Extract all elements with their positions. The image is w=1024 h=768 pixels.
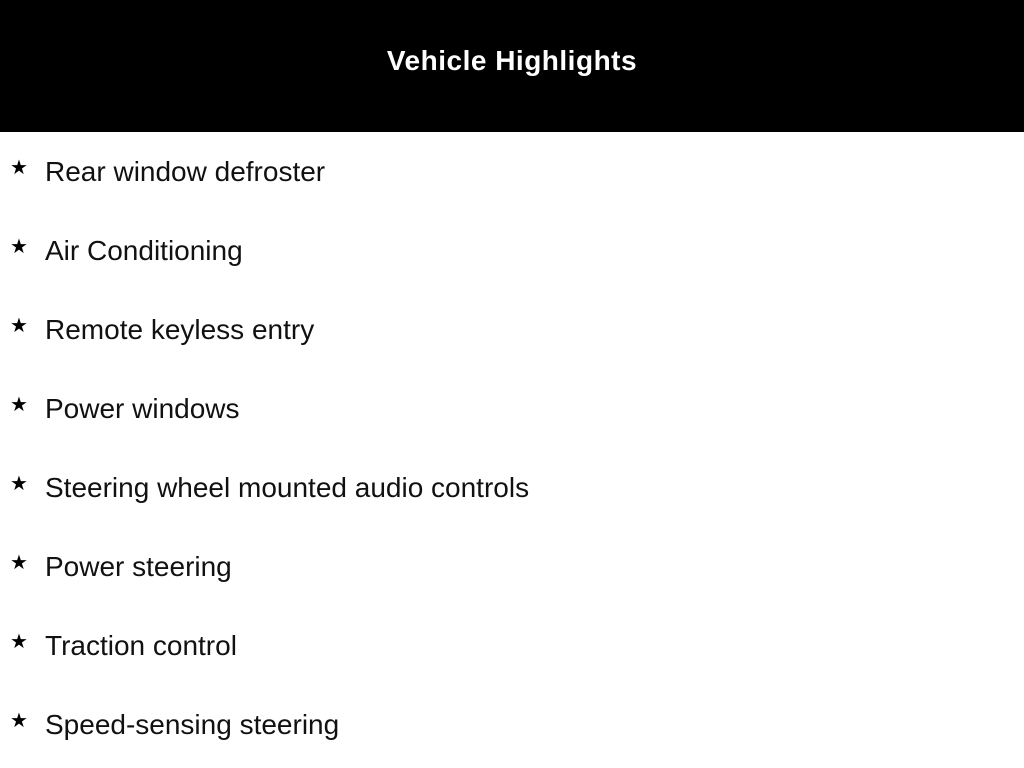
star-icon: ★ xyxy=(10,708,28,732)
list-item-label: Remote keyless entry xyxy=(45,314,315,345)
list-item-label: Steering wheel mounted audio controls xyxy=(45,472,530,503)
page-title: Vehicle Highlights xyxy=(386,45,638,76)
list-item-label: Rear window defroster xyxy=(45,156,326,187)
page-header xyxy=(0,0,1024,132)
star-icon: ★ xyxy=(10,471,28,495)
list-item-label: Power steering xyxy=(45,551,232,582)
list-item-label: Speed-sensing steering xyxy=(45,709,340,740)
list-item-label: Air Conditioning xyxy=(45,235,243,266)
star-icon: ★ xyxy=(10,234,28,258)
star-icon: ★ xyxy=(10,313,28,337)
star-icon: ★ xyxy=(10,155,28,179)
star-icon: ★ xyxy=(10,550,28,574)
list-item-label: Power windows xyxy=(45,393,240,424)
list-item-label: Traction control xyxy=(45,630,237,661)
star-icon: ★ xyxy=(10,629,28,653)
star-icon: ★ xyxy=(10,392,28,416)
